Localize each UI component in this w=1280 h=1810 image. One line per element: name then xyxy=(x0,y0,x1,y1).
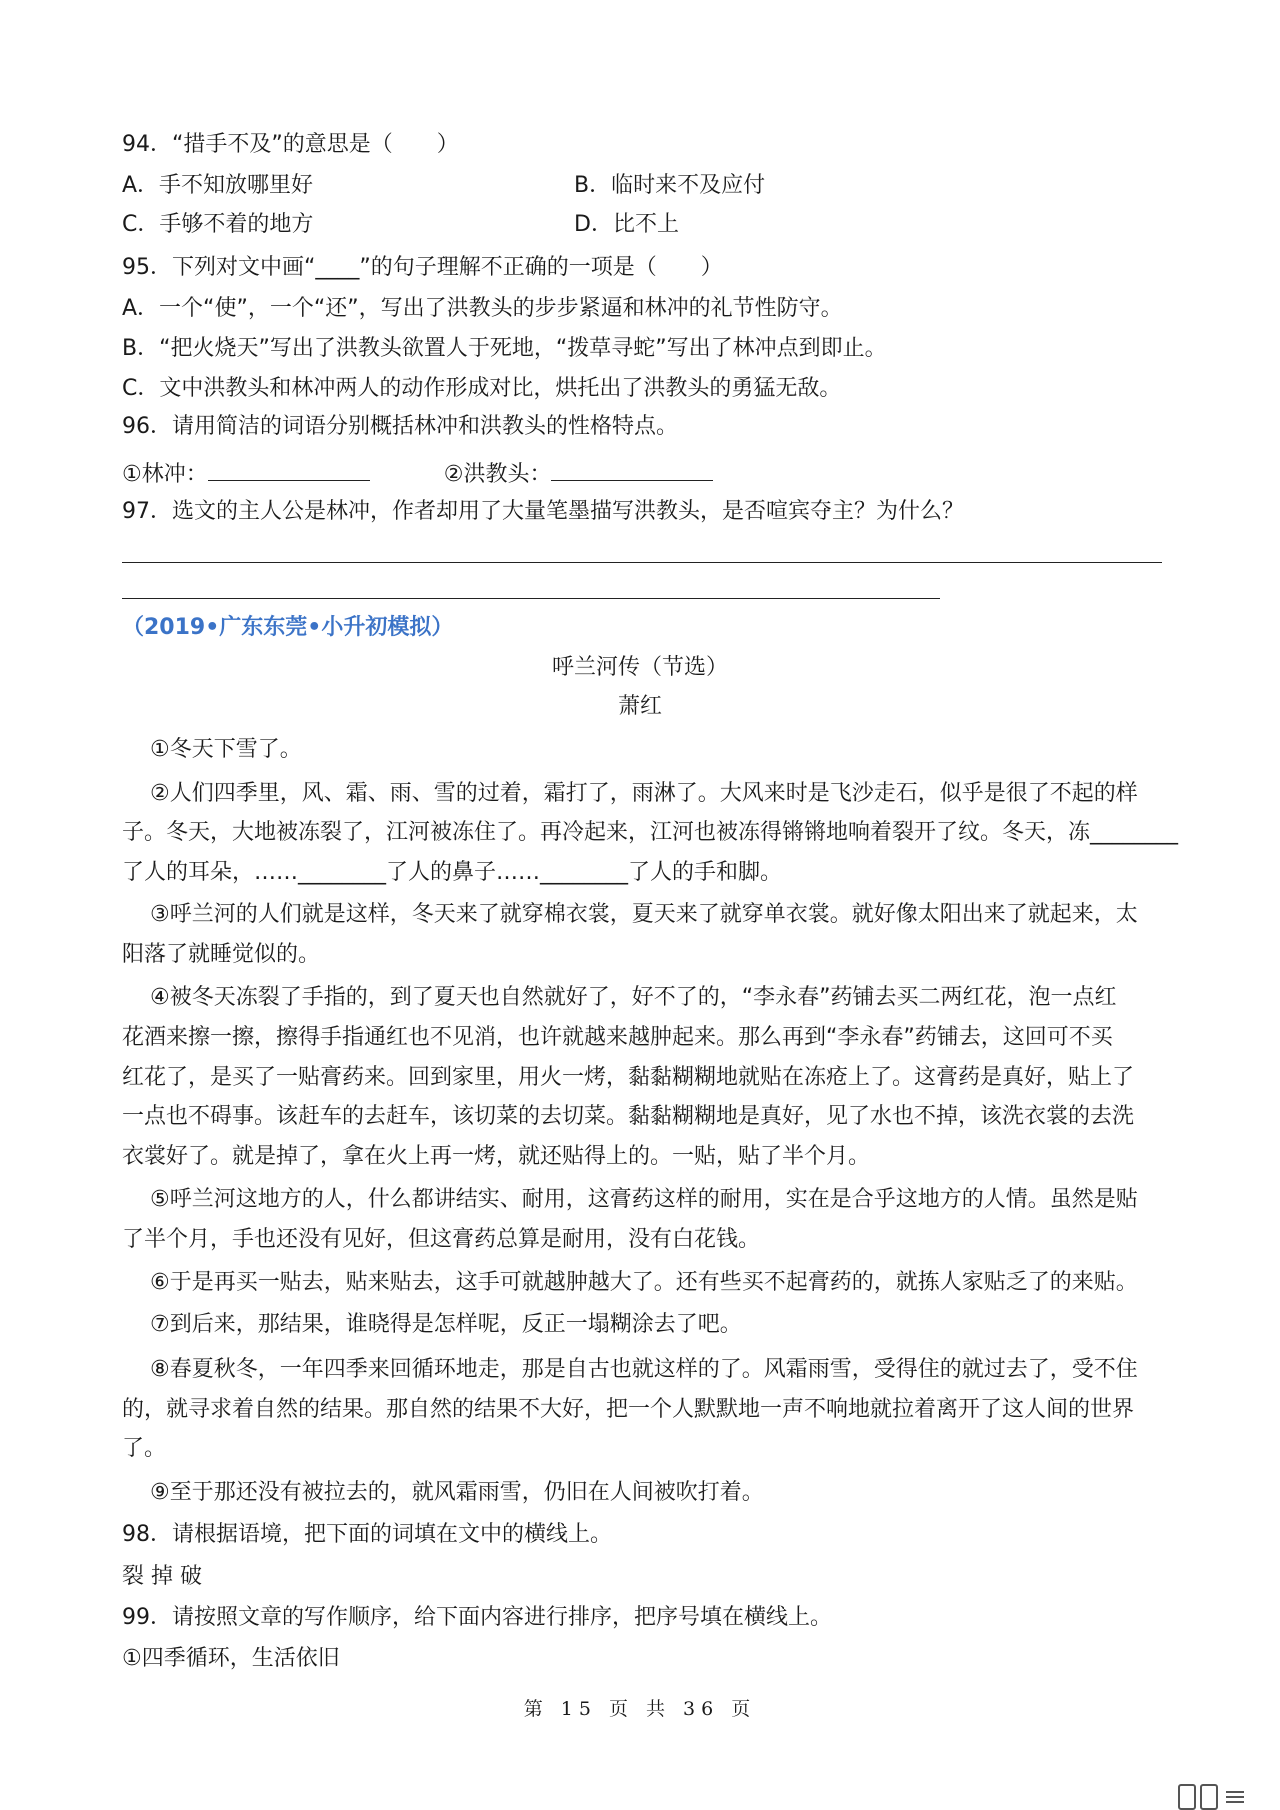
q96-stem: 96．请用简洁的词语分别概括林冲和洪教头的性格特点。 xyxy=(122,414,678,439)
passage-line: ⑦到后来，那结果，谁晓得是怎样呢，反正一塌糊涂去了吧。 xyxy=(150,1312,742,1337)
page-footer: 第 15 页 共 36 页 xyxy=(523,1698,757,1720)
source-label: （2019•广东东莞•小升初模拟） xyxy=(122,615,454,640)
q95-stem: 95．下列对文中画“____”的句子理解不正确的一项是（ ） xyxy=(122,255,723,280)
passage-author: 萧红 xyxy=(617,694,662,719)
q94-stem: 94．“措手不及”的意思是（ ） xyxy=(122,132,459,157)
passage-line: ②人们四季里，风、霜、雨、雪的过着，霜打了，雨淋了。大风来时是飞沙走石，似乎是很了不起的样 xyxy=(150,781,1138,806)
q97-answer-line-2 xyxy=(122,598,940,599)
passage-title: 呼兰河传（节选） xyxy=(551,655,728,680)
passage-line: 了。 xyxy=(122,1436,167,1461)
q94-option-d: D．比不上 xyxy=(574,212,679,237)
q96-answer-line-2 xyxy=(551,458,713,481)
q96-blank-row xyxy=(122,458,713,490)
watermark-logo-icon xyxy=(1178,1784,1244,1810)
passage-line: 阳落了就睡觉似的。 xyxy=(122,942,321,967)
passage-line: 一点也不碍事。该赶车的去赶车，该切菜的去切菜。黏黏糊糊地是真好，见了水也不掉，该洗衣裳的去洗 xyxy=(122,1104,1135,1129)
q96-label-hongjiaotou: ②洪教头： xyxy=(443,462,552,487)
passage-line: 花酒来擦一擦，擦得手指通红也不见消，也许就越来越肿起来。那么再到“李永春”药铺去，这回可不买 xyxy=(122,1025,1113,1050)
q94-option-a: A．手不知放哪里好 xyxy=(122,173,314,198)
passage-line: ⑨至于那还没有被拉去的，就风霜雨雪，仍旧在人间被吹打着。 xyxy=(150,1480,764,1505)
passage-line: 子。冬天，大地被冻裂了，江河被冻住了。再冷起来，江河也被冻得锵锵地响着裂开了纹。冬天，冻________ xyxy=(122,820,1179,845)
passage-line: 了半个月，手也还没有见好，但这膏药总算是耐用，没有白花钱。 xyxy=(122,1227,761,1252)
passage-line: ⑤呼兰河这地方的人，什么都讲结实、耐用，这膏药这样的耐用，实在是合乎这地方的人情。虽然是贴 xyxy=(150,1187,1138,1212)
q95-option-b: B．“把火烧天”写出了洪教头欲置人于死地，“拨草寻蛇”写出了林冲点到即止。 xyxy=(122,336,887,361)
q98-word-bank: 裂 掉 破 xyxy=(122,1564,202,1589)
passage-line: ④被冬天冻裂了手指的，到了夏天也自然就好了，好不了的，“李永春”药铺去买二两红花，泡一点红 xyxy=(150,985,1117,1010)
q96-answer-line-1 xyxy=(208,458,370,481)
q98-stem: 98．请根据语境，把下面的词填在文中的横线上。 xyxy=(122,1522,612,1547)
q94-option-b: B．临时来不及应付 xyxy=(574,173,766,198)
q95-option-a: A．一个“使”，一个“还”，写出了洪教头的步步紧逼和林冲的礼节性防守。 xyxy=(122,296,843,321)
q96-label-linchong: ①林冲： xyxy=(122,462,208,487)
q99-stem: 99．请按照文章的写作顺序，给下面内容进行排序，把序号填在横线上。 xyxy=(122,1605,832,1630)
q95-option-c: C．文中洪教头和林冲两人的动作形成对比，烘托出了洪教头的勇猛无敌。 xyxy=(122,376,842,401)
passage-line: ①冬天下雪了。 xyxy=(150,737,302,762)
q94-option-c: C．手够不着的地方 xyxy=(122,212,314,237)
q99-item-1: ①四季循环，生活依旧 xyxy=(122,1646,340,1671)
passage-line: 了人的耳朵，……________了人的鼻子……________了人的手和脚。 xyxy=(122,860,783,885)
passage-line: ⑧春夏秋冬，一年四季来回循环地走，那是自古也就这样的了。风霜雨雪，受得住的就过去了，受不住 xyxy=(150,1357,1138,1382)
passage-line: 红花了，是买了一贴膏药来。回到家里，用火一烤，黏黏糊糊地就贴在冻疮上了。这膏药是真好，贴上了 xyxy=(122,1065,1135,1090)
q97-answer-line-1 xyxy=(122,562,1162,563)
passage-line: ⑥于是再买一贴去，贴来贴去，这手可就越肿越大了。还有些买不起膏药的，就拣人家贴乏了的来贴。 xyxy=(150,1270,1138,1295)
q97-stem: 97．选文的主人公是林冲，作者却用了大量笔墨描写洪教头，是否喧宾夺主？为什么？ xyxy=(122,499,964,524)
passage-line: ③呼兰河的人们就是这样，冬天来了就穿棉衣裳，夏天来了就穿单衣裳。就好像太阳出来了就起来，太 xyxy=(150,902,1138,927)
q94-options-row2 xyxy=(122,210,1162,240)
q94-options-row1 xyxy=(122,171,1162,201)
passage-line: 衣裳好了。就是掉了，拿在火上再一烤，就还贴得上的。一贴，贴了半个月。 xyxy=(122,1144,871,1169)
passage-line: 的，就寻求着自然的结果。那自然的结果不大好，把一个人默默地一声不响地就拉着离开了这人间的世界 xyxy=(122,1397,1135,1422)
